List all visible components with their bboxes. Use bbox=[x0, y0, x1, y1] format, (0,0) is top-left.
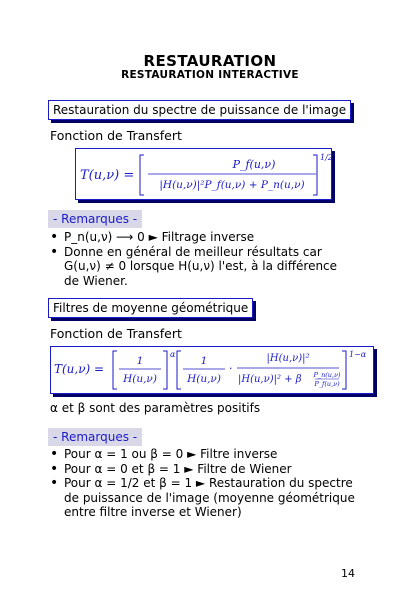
params-note: α et β sont des paramètres positifs bbox=[50, 401, 261, 415]
formula-2-frac1-num: 1 bbox=[136, 355, 144, 367]
formula-2-exp1: α bbox=[170, 350, 176, 359]
formula-2-bracket-1-right bbox=[163, 351, 167, 389]
formula-1-right-bracket bbox=[313, 155, 317, 195]
formula-1-exponent: 1/2 bbox=[320, 153, 333, 162]
formula-2-frac3-den: |H(u,ν)|² + β bbox=[238, 374, 302, 385]
remarks-label-2: - Remarques - bbox=[48, 428, 142, 446]
formula-1-left-bracket bbox=[140, 155, 144, 195]
formula-1-denominator: |H(u,ν)|²P_f(u,ν) + P_n(u,ν) bbox=[159, 179, 305, 191]
formula-2-bracket-1-left bbox=[113, 351, 117, 389]
list-item: • Pour α = 1 ou β = 0 ► Filtre inverse bbox=[50, 447, 360, 462]
list-item: • Pour α = 1/2 et β = 1 ► Restauration du spectre de puissance de l'image (moyenne géométrique entre filtre inverse et Wiener) bbox=[50, 476, 360, 520]
transfer-function-label-1: Fonction de Transfert bbox=[50, 128, 182, 143]
formula-2-frac4-den: P_f(u,ν) bbox=[314, 380, 340, 388]
list-item: • P_n(u,ν) ⟶ 0 ► Filtrage inverse bbox=[50, 230, 350, 245]
list-item: • Donne en général de meilleur résultats car G(u,ν) ≠ 0 lorsque H(u,ν) l'est, à la différence de Wiener. bbox=[50, 245, 350, 289]
formula-2-frac2-den: H(u,ν) bbox=[187, 373, 221, 385]
formula-1-numerator: P_f(u,ν) bbox=[232, 158, 276, 171]
formula-2-dot: · bbox=[229, 362, 233, 375]
formula-2-bracket-2-left bbox=[177, 351, 181, 389]
formula-2 bbox=[51, 347, 373, 393]
formula-2-frac4-num: P_n(u,ν) bbox=[313, 371, 341, 379]
formula-2-frac1-den: H(u,ν) bbox=[123, 373, 157, 385]
page-subtitle: RESTAURATION INTERACTIVE bbox=[121, 69, 299, 81]
formula-2-exp2: 1−α bbox=[349, 350, 367, 359]
formula-2-lhs: T(u,ν) = bbox=[54, 362, 105, 376]
remarks-label-1: - Remarques - bbox=[48, 210, 142, 228]
remarks-list-1 bbox=[50, 230, 350, 288]
page-title: RESTAURATION bbox=[143, 52, 277, 70]
list-item: • Pour α = 0 et β = 1 ► Filtre de Wiener bbox=[50, 462, 360, 477]
formula-1 bbox=[76, 149, 331, 199]
section-heading-geometric-mean: Filtres de moyenne géométrique bbox=[48, 298, 253, 318]
page-number: 14 bbox=[341, 567, 355, 580]
formula-box-2 bbox=[50, 346, 374, 394]
formula-2-frac3-num: |H(u,ν)|² bbox=[266, 353, 310, 364]
formula-box-1 bbox=[75, 148, 332, 200]
section-heading-spectrum: Restauration du spectre de puissance de l'image bbox=[48, 100, 351, 120]
transfer-function-label-2: Fonction de Transfert bbox=[50, 326, 182, 341]
formula-2-bracket-2-right bbox=[342, 351, 346, 389]
remarks-list-2 bbox=[50, 447, 360, 520]
formula-2-frac2-num: 1 bbox=[200, 355, 208, 367]
formula-1-lhs: T(u,ν) = bbox=[80, 168, 135, 183]
